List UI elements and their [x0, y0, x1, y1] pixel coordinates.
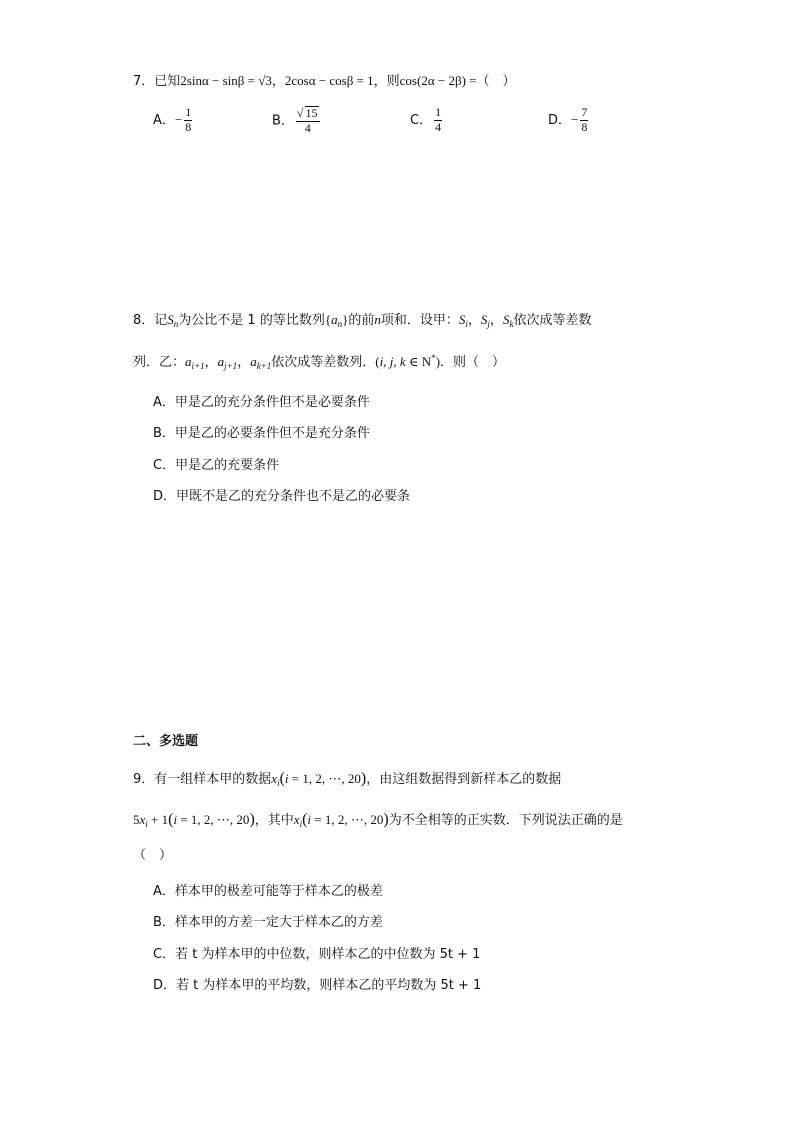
fraction [184, 106, 192, 135]
q8-option-b: B．甲是乙的必要条件但不是充分条件 [153, 426, 370, 441]
radicand: 15 [305, 106, 318, 120]
math-Sj: $S_j$ [480, 312, 490, 329]
q7-comma: ， [271, 74, 285, 89]
fraction [580, 106, 588, 135]
q8-text: ．则（ ） [440, 355, 506, 370]
q9-text: 有一组样本甲的数据 [154, 772, 272, 787]
q8-text: 为公比不是 1 的等比数列 [178, 313, 325, 328]
fraction [296, 106, 320, 136]
q7-option-c [410, 106, 444, 135]
numerator: 7 [581, 105, 588, 119]
q8-text: 列．乙： [133, 355, 186, 370]
question-8-number: 8． [133, 313, 155, 328]
q8-text: 依次成等差数列． [271, 355, 376, 370]
question-9-stem-line1 [133, 771, 561, 788]
option-sign: − [571, 111, 579, 127]
section-heading: 二、多选题 [133, 734, 199, 749]
q8-option-d: D．甲既不是乙的充分条件也不是乙的必要条 [153, 489, 411, 504]
q8-text: 的前 [348, 313, 375, 328]
math-Si: $S_i$ [458, 312, 468, 329]
q7-option-a [153, 106, 194, 135]
math-an-set: $\{a_n\}$ [324, 312, 349, 329]
numerator: 1 [435, 105, 442, 119]
numerator: √ 15 [296, 106, 318, 120]
q9-text: ，由这组数据得到新样本乙的数据 [366, 772, 562, 787]
q8-option-c: C．甲是乙的充要条件 [153, 458, 280, 473]
q7-equation-1: 2sinα − sinβ = √3 [180, 73, 272, 88]
q7-option-d [548, 106, 590, 135]
q7-text2: ，则 [373, 74, 400, 89]
q9-text: ，其中 [254, 813, 294, 828]
numerator: 1 [185, 105, 192, 119]
math-ai1: $a_{i+1}$ [185, 354, 205, 371]
math-ijk-set: (i, j, k ∈ N*) [375, 353, 441, 369]
denominator: 8 [581, 119, 588, 134]
q9-option-d: D．若 t 为样本甲的平均数，则样本乙的平均数为 5t + 1 [153, 978, 482, 993]
denominator: 4 [304, 120, 311, 135]
math-xi-range-2: $x_i(i = 1$, 2, ⋯, 20) [293, 811, 389, 829]
q8-text: 依次成等差数 [513, 313, 592, 328]
math-xi-range: $x_i(i = 1$, 2, ⋯, 20) [271, 770, 367, 788]
option-label: B． [272, 113, 294, 129]
q8-text: 记 [154, 313, 168, 328]
math-Sn: $S_n$ [167, 312, 179, 329]
denominator: 8 [185, 119, 192, 134]
q9-option-b: B．样本甲的方差一定大于样本乙的方差 [153, 915, 383, 930]
q7-expression: cos(2α − 2β) = [399, 73, 477, 88]
option-sign: − [174, 111, 183, 127]
q9-answer-paren: （ ） [133, 848, 173, 863]
option-label: A． [153, 112, 175, 128]
option-label: D． [548, 112, 572, 128]
q7-option-b [272, 106, 322, 136]
question-7-number: 7． [133, 74, 155, 89]
question-9-stem-line2 [133, 812, 623, 829]
q7-answer-paren: （ ） [476, 74, 516, 89]
q7-text1: 已知 [154, 74, 181, 89]
math-Sk: $S_k$ [502, 312, 514, 329]
denominator: 4 [435, 119, 442, 134]
q7-equation-2: 2cosα − cosβ = 1 [284, 73, 374, 88]
q9-option-c: C．若 t 为样本甲的中位数，则样本乙的中位数为 5t + 1 [153, 947, 481, 962]
math-aj1: $a_{j+1}$ [217, 354, 238, 371]
q8-option-a: A．甲是乙的充分条件但不是必要条件 [153, 395, 370, 410]
q9-option-a: A．样本甲的极差可能等于样本乙的极差 [153, 884, 383, 899]
fraction [434, 106, 442, 135]
question-7-stem [133, 74, 516, 88]
math-ak1: $a_{k+1}$ [250, 354, 272, 371]
math-n: n [374, 312, 381, 327]
math-5xi-plus-1: $5x_i + 1(i = 1$, 2, ⋯, 20) [133, 811, 255, 829]
q8-text: 项和．设甲： [380, 313, 459, 328]
option-label: C． [410, 112, 433, 128]
q9-text: 为不全相等的正实数．下列说法正确的是 [388, 813, 623, 828]
question-9-number: 9． [133, 772, 155, 787]
question-8-stem-line1: 8．记$S_n$为公比不是 1 的等比数列$\{a_n\}$的前n项和．设甲：$S_i$，$S_j$，$S_k$依次成等差数 [133, 312, 592, 329]
question-8-stem-line2: 列．乙：$a_{i+1}$，$a_{j+1}$，$a_{k+1}$依次成等差数列．(i, j, k ∈ N*)．则（ ） [133, 353, 506, 371]
